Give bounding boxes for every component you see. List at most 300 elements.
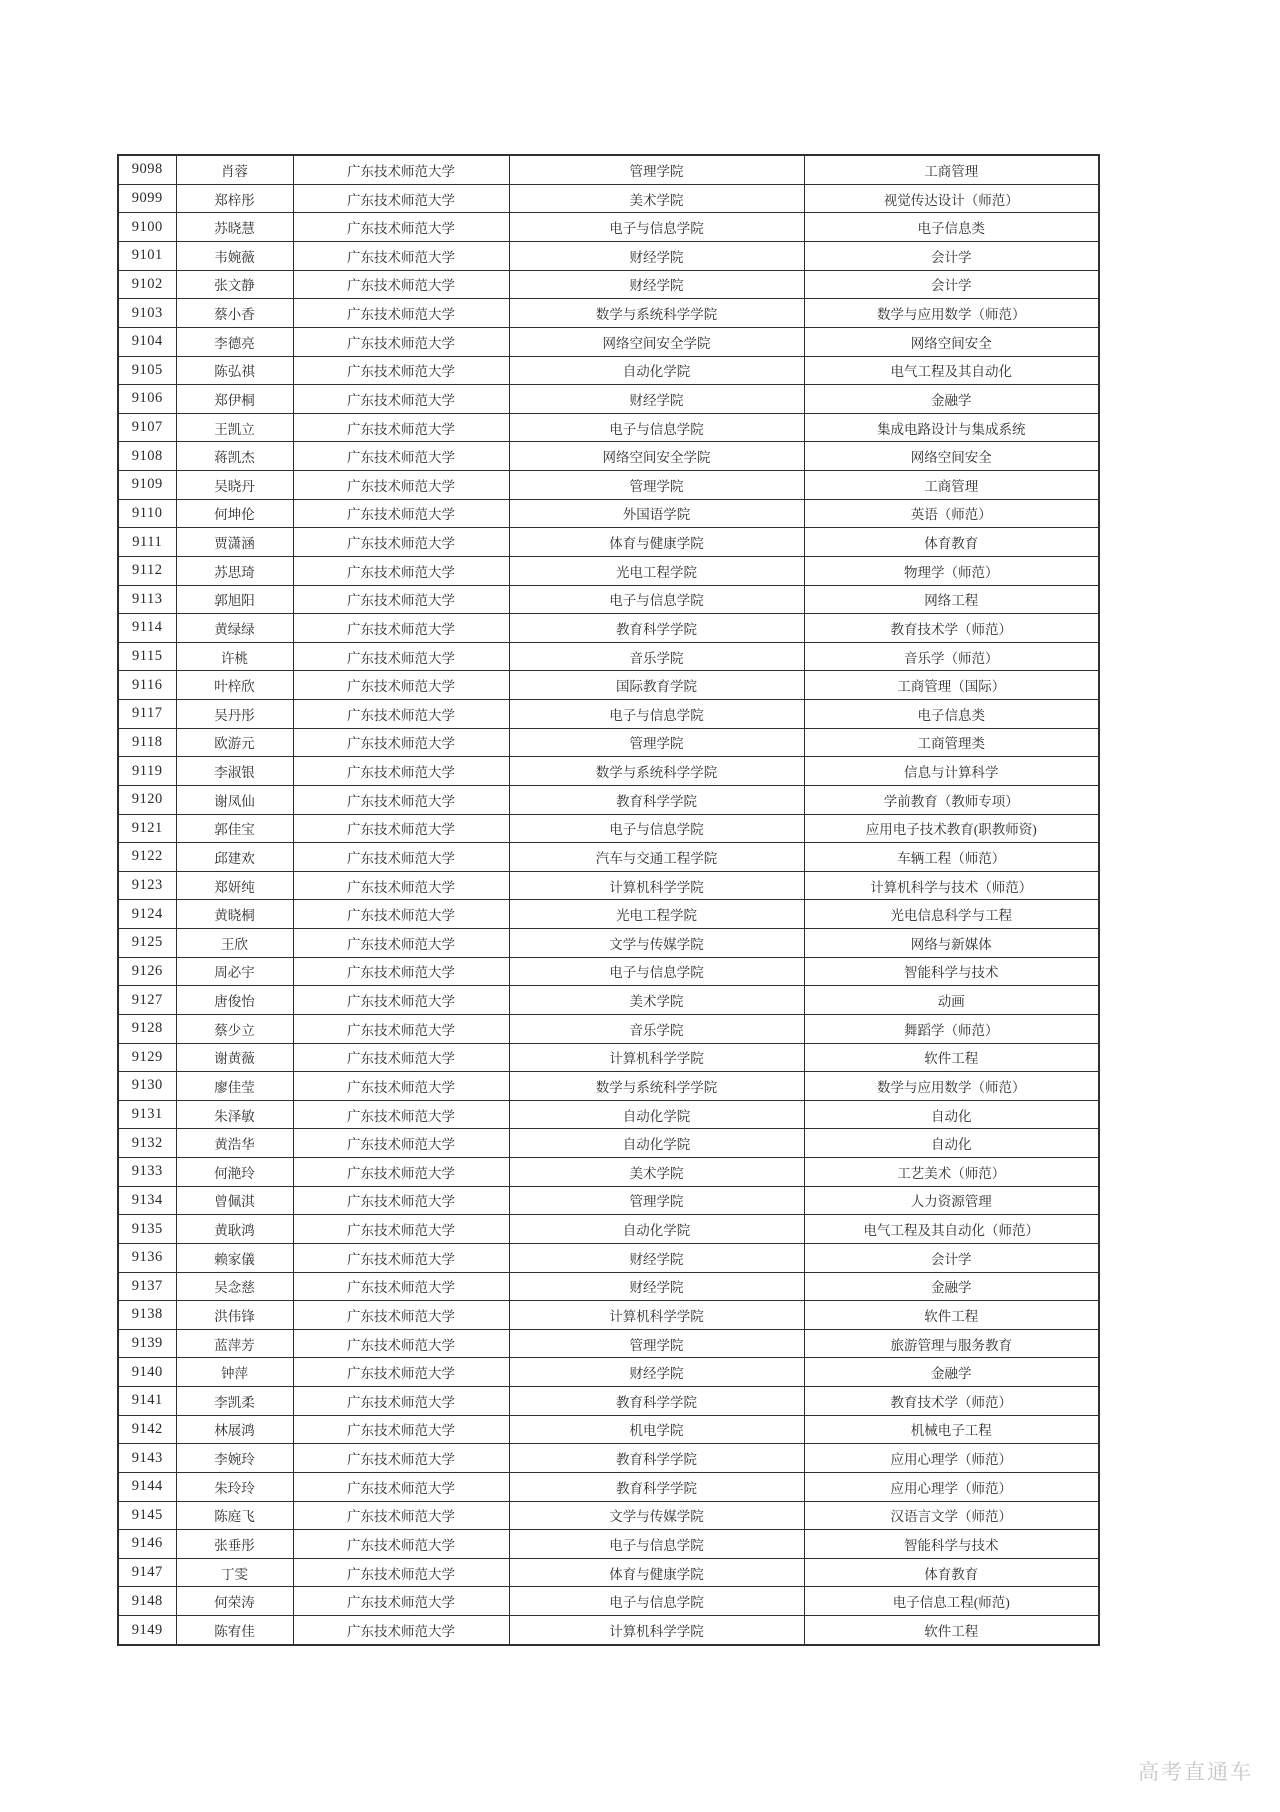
cell-id: 9128 [118,1014,176,1043]
cell-university: 广东技术师范大学 [293,1472,509,1501]
table-row [118,1043,1099,1072]
cell-major: 工艺美术（师范） [804,1158,1099,1187]
cell-college: 管理学院 [509,471,804,500]
cell-name: 张垂彤 [176,1530,293,1559]
table-row [118,270,1099,299]
cell-college: 计算机科学学院 [509,1616,804,1645]
cell-university: 广东技术师范大学 [293,871,509,900]
cell-id: 9131 [118,1100,176,1129]
table-row [118,1186,1099,1215]
cell-major: 网络空间安全 [804,327,1099,356]
cell-name: 陈宥佳 [176,1616,293,1645]
cell-id: 9114 [118,614,176,643]
cell-college: 光电工程学院 [509,556,804,585]
table-row [118,1472,1099,1501]
cell-id: 9111 [118,528,176,557]
table-row [118,1100,1099,1129]
cell-university: 广东技术师范大学 [293,1329,509,1358]
table-row [118,1444,1099,1473]
cell-id: 9103 [118,299,176,328]
cell-college: 财经学院 [509,1243,804,1272]
cell-id: 9125 [118,929,176,958]
cell-university: 广东技术师范大学 [293,528,509,557]
cell-name: 吴念慈 [176,1272,293,1301]
cell-college: 数学与系统科学学院 [509,299,804,328]
cell-college: 教育科学学院 [509,614,804,643]
cell-id: 9121 [118,814,176,843]
cell-college: 教育科学学院 [509,1444,804,1473]
cell-name: 廖佳莹 [176,1072,293,1101]
cell-name: 谢凤仙 [176,785,293,814]
cell-university: 广东技术师范大学 [293,785,509,814]
table-row [118,499,1099,528]
cell-university: 广东技术师范大学 [293,1272,509,1301]
cell-id: 9137 [118,1272,176,1301]
cell-major: 会计学 [804,242,1099,271]
cell-name: 钟萍 [176,1358,293,1387]
cell-name: 郭佳宝 [176,814,293,843]
cell-college: 教育科学学院 [509,785,804,814]
cell-university: 广东技术师范大学 [293,1043,509,1072]
table-row [118,1243,1099,1272]
cell-college: 数学与系统科学学院 [509,757,804,786]
cell-major: 旅游管理与服务教育 [804,1329,1099,1358]
cell-id: 9136 [118,1243,176,1272]
cell-name: 陈庭飞 [176,1501,293,1530]
table-row [118,184,1099,213]
cell-id: 9133 [118,1158,176,1187]
cell-college: 管理学院 [509,1186,804,1215]
cell-major: 信息与计算科学 [804,757,1099,786]
table-row [118,1558,1099,1587]
table-row [118,671,1099,700]
table-row [118,728,1099,757]
table-row [118,1415,1099,1444]
table-row [118,871,1099,900]
cell-university: 广东技术师范大学 [293,1587,509,1616]
cell-id: 9143 [118,1444,176,1473]
cell-college: 管理学院 [509,728,804,757]
table-row [118,642,1099,671]
table-row [118,1301,1099,1330]
cell-university: 广东技术师范大学 [293,671,509,700]
cell-university: 广东技术师范大学 [293,155,509,184]
cell-major: 电子信息类 [804,213,1099,242]
cell-university: 广东技术师范大学 [293,1501,509,1530]
cell-university: 广东技术师范大学 [293,614,509,643]
cell-name: 邱建欢 [176,843,293,872]
cell-major: 体育教育 [804,1558,1099,1587]
cell-id: 9107 [118,413,176,442]
cell-major: 工商管理 [804,155,1099,184]
cell-college: 电子与信息学院 [509,1530,804,1559]
cell-major: 音乐学（师范） [804,642,1099,671]
cell-major: 动画 [804,986,1099,1015]
cell-major: 数学与应用数学（师范） [804,299,1099,328]
cell-id: 9127 [118,986,176,1015]
cell-name: 谢黄薇 [176,1043,293,1072]
cell-college: 电子与信息学院 [509,957,804,986]
table-row [118,757,1099,786]
cell-university: 广东技术师范大学 [293,1444,509,1473]
cell-university: 广东技术师范大学 [293,1301,509,1330]
cell-major: 英语（师范） [804,499,1099,528]
table-row [118,1501,1099,1530]
cell-major: 智能科学与技术 [804,957,1099,986]
cell-college: 国际教育学院 [509,671,804,700]
watermark-text: 高考直通车 [1138,1761,1253,1784]
cell-name: 黄耿鸿 [176,1215,293,1244]
cell-college: 汽车与交通工程学院 [509,843,804,872]
cell-id: 9105 [118,356,176,385]
cell-college: 机电学院 [509,1415,804,1444]
cell-major: 电子信息类 [804,700,1099,729]
cell-id: 9130 [118,1072,176,1101]
cell-college: 电子与信息学院 [509,585,804,614]
cell-name: 李凯柔 [176,1387,293,1416]
cell-major: 工商管理（国际） [804,671,1099,700]
table-row [118,814,1099,843]
cell-university: 广东技术师范大学 [293,700,509,729]
cell-name: 丁雯 [176,1558,293,1587]
cell-college: 美术学院 [509,184,804,213]
cell-major: 汉语言文学（师范） [804,1501,1099,1530]
cell-college: 网络空间安全学院 [509,327,804,356]
cell-name: 郭旭阳 [176,585,293,614]
cell-name: 洪伟锋 [176,1301,293,1330]
cell-university: 广东技术师范大学 [293,213,509,242]
cell-name: 郑妍纯 [176,871,293,900]
cell-college: 文学与传媒学院 [509,1501,804,1530]
cell-name: 曾佩淇 [176,1186,293,1215]
cell-name: 周必宇 [176,957,293,986]
cell-college: 美术学院 [509,986,804,1015]
cell-university: 广东技术师范大学 [293,270,509,299]
cell-name: 蒋凯杰 [176,442,293,471]
table-row [118,413,1099,442]
cell-major: 电气工程及其自动化 [804,356,1099,385]
cell-major: 体育教育 [804,528,1099,557]
cell-name: 郑伊桐 [176,385,293,414]
cell-name: 李德亮 [176,327,293,356]
cell-id: 9104 [118,327,176,356]
cell-id: 9141 [118,1387,176,1416]
cell-name: 蔡小香 [176,299,293,328]
cell-id: 9145 [118,1501,176,1530]
table-row [118,700,1099,729]
cell-university: 广东技术师范大学 [293,356,509,385]
cell-university: 广东技术师范大学 [293,1358,509,1387]
table-row [118,242,1099,271]
cell-name: 苏晓慧 [176,213,293,242]
cell-id: 9113 [118,585,176,614]
cell-name: 李淑银 [176,757,293,786]
table-row [118,327,1099,356]
cell-university: 广东技术师范大学 [293,184,509,213]
table-row [118,957,1099,986]
cell-name: 黄绿绿 [176,614,293,643]
cell-major: 教育技术学（师范） [804,1387,1099,1416]
cell-id: 9144 [118,1472,176,1501]
cell-major: 网络工程 [804,585,1099,614]
cell-major: 自动化 [804,1100,1099,1129]
cell-college: 自动化学院 [509,1100,804,1129]
cell-university: 广东技术师范大学 [293,929,509,958]
cell-id: 9110 [118,499,176,528]
cell-college: 电子与信息学院 [509,814,804,843]
roster-table [117,154,1100,1646]
table-row [118,1616,1099,1645]
cell-id: 9147 [118,1558,176,1587]
cell-id: 9139 [118,1329,176,1358]
cell-id: 9099 [118,184,176,213]
cell-name: 苏思琦 [176,556,293,585]
cell-major: 网络与新媒体 [804,929,1099,958]
cell-university: 广东技术师范大学 [293,957,509,986]
cell-major: 电子信息工程(师范) [804,1587,1099,1616]
cell-major: 视觉传达设计（师范） [804,184,1099,213]
table-row [118,1072,1099,1101]
cell-major: 金融学 [804,1358,1099,1387]
cell-college: 文学与传媒学院 [509,929,804,958]
cell-major: 工商管理 [804,471,1099,500]
student-roster-table [117,154,1098,1646]
cell-id: 9135 [118,1215,176,1244]
cell-university: 广东技术师范大学 [293,1243,509,1272]
cell-college: 财经学院 [509,242,804,271]
cell-major: 车辆工程（师范） [804,843,1099,872]
cell-college: 管理学院 [509,155,804,184]
table-row [118,356,1099,385]
cell-college: 音乐学院 [509,1014,804,1043]
student-table-body [118,155,1099,1645]
cell-name: 叶梓欣 [176,671,293,700]
cell-university: 广东技术师范大学 [293,1072,509,1101]
cell-id: 9120 [118,785,176,814]
cell-id: 9122 [118,843,176,872]
cell-major: 会计学 [804,270,1099,299]
cell-university: 广东技术师范大学 [293,757,509,786]
cell-id: 9149 [118,1616,176,1645]
table-row [118,1358,1099,1387]
cell-college: 自动化学院 [509,356,804,385]
cell-college: 财经学院 [509,270,804,299]
cell-college: 财经学院 [509,1272,804,1301]
cell-major: 机械电子工程 [804,1415,1099,1444]
cell-name: 肖蓉 [176,155,293,184]
cell-university: 广东技术师范大学 [293,242,509,271]
cell-major: 会计学 [804,1243,1099,1272]
cell-university: 广东技术师范大学 [293,385,509,414]
table-row [118,843,1099,872]
cell-id: 9142 [118,1415,176,1444]
cell-university: 广东技术师范大学 [293,1014,509,1043]
cell-university: 广东技术师范大学 [293,1415,509,1444]
cell-id: 9132 [118,1129,176,1158]
table-row [118,900,1099,929]
cell-major: 集成电路设计与集成系统 [804,413,1099,442]
cell-major: 软件工程 [804,1301,1099,1330]
cell-name: 张文静 [176,270,293,299]
table-row [118,299,1099,328]
cell-college: 教育科学学院 [509,1472,804,1501]
cell-major: 人力资源管理 [804,1186,1099,1215]
cell-college: 电子与信息学院 [509,413,804,442]
cell-university: 广东技术师范大学 [293,1158,509,1187]
cell-college: 体育与健康学院 [509,1558,804,1587]
cell-university: 广东技术师范大学 [293,1100,509,1129]
cell-id: 9146 [118,1530,176,1559]
cell-college: 数学与系统科学学院 [509,1072,804,1101]
cell-id: 9124 [118,900,176,929]
cell-id: 9101 [118,242,176,271]
cell-id: 9134 [118,1186,176,1215]
cell-major: 物理学（师范） [804,556,1099,585]
cell-college: 财经学院 [509,1358,804,1387]
cell-major: 光电信息科学与工程 [804,900,1099,929]
cell-university: 广东技术师范大学 [293,1558,509,1587]
cell-id: 9115 [118,642,176,671]
table-row [118,1014,1099,1043]
cell-id: 9148 [118,1587,176,1616]
table-row [118,986,1099,1015]
table-row [118,614,1099,643]
cell-college: 网络空间安全学院 [509,442,804,471]
cell-major: 金融学 [804,385,1099,414]
cell-name: 何荣涛 [176,1587,293,1616]
cell-name: 朱玲玲 [176,1472,293,1501]
table-row [118,1387,1099,1416]
cell-college: 计算机科学学院 [509,1301,804,1330]
cell-university: 广东技术师范大学 [293,1186,509,1215]
cell-college: 财经学院 [509,385,804,414]
cell-university: 广东技术师范大学 [293,1129,509,1158]
cell-name: 王凯立 [176,413,293,442]
cell-id: 9118 [118,728,176,757]
cell-major: 软件工程 [804,1043,1099,1072]
cell-name: 吴晓丹 [176,471,293,500]
cell-id: 9112 [118,556,176,585]
cell-id: 9116 [118,671,176,700]
cell-university: 广东技术师范大学 [293,471,509,500]
cell-major: 软件工程 [804,1616,1099,1645]
cell-id: 9100 [118,213,176,242]
cell-name: 郑梓彤 [176,184,293,213]
cell-university: 广东技术师范大学 [293,1530,509,1559]
cell-university: 广东技术师范大学 [293,556,509,585]
table-row [118,528,1099,557]
cell-id: 9106 [118,385,176,414]
cell-university: 广东技术师范大学 [293,585,509,614]
cell-university: 广东技术师范大学 [293,900,509,929]
cell-id: 9098 [118,155,176,184]
cell-university: 广东技术师范大学 [293,1616,509,1645]
table-row [118,1158,1099,1187]
cell-name: 欧游元 [176,728,293,757]
cell-major: 计算机科学与技术（师范） [804,871,1099,900]
cell-university: 广东技术师范大学 [293,499,509,528]
table-row [118,585,1099,614]
cell-college: 电子与信息学院 [509,700,804,729]
cell-university: 广东技术师范大学 [293,986,509,1015]
table-row [118,556,1099,585]
cell-major: 舞蹈学（师范） [804,1014,1099,1043]
cell-name: 王欣 [176,929,293,958]
cell-id: 9117 [118,700,176,729]
cell-major: 学前教育（教师专项） [804,785,1099,814]
cell-name: 陈弘祺 [176,356,293,385]
cell-college: 光电工程学院 [509,900,804,929]
cell-name: 贾潇涵 [176,528,293,557]
cell-id: 9126 [118,957,176,986]
cell-university: 广东技术师范大学 [293,1387,509,1416]
cell-name: 林展鸿 [176,1415,293,1444]
cell-id: 9102 [118,270,176,299]
cell-name: 何滟玲 [176,1158,293,1187]
cell-college: 美术学院 [509,1158,804,1187]
cell-major: 工商管理类 [804,728,1099,757]
cell-id: 9138 [118,1301,176,1330]
cell-name: 韦婉薇 [176,242,293,271]
cell-college: 管理学院 [509,1329,804,1358]
table-row [118,1129,1099,1158]
cell-id: 9140 [118,1358,176,1387]
table-row [118,385,1099,414]
table-row [118,929,1099,958]
cell-name: 许桃 [176,642,293,671]
table-row [118,442,1099,471]
cell-university: 广东技术师范大学 [293,1215,509,1244]
cell-university: 广东技术师范大学 [293,413,509,442]
cell-university: 广东技术师范大学 [293,442,509,471]
table-row [118,1215,1099,1244]
table-row [118,471,1099,500]
cell-major: 应用心理学（师范） [804,1472,1099,1501]
cell-college: 外国语学院 [509,499,804,528]
cell-major: 金融学 [804,1272,1099,1301]
cell-college: 教育科学学院 [509,1387,804,1416]
table-row [118,213,1099,242]
cell-university: 广东技术师范大学 [293,299,509,328]
table-row [118,155,1099,184]
cell-name: 蓝萍芳 [176,1329,293,1358]
cell-major: 数学与应用数学（师范） [804,1072,1099,1101]
cell-university: 广东技术师范大学 [293,843,509,872]
table-row [118,1587,1099,1616]
cell-major: 电气工程及其自动化（师范） [804,1215,1099,1244]
cell-major: 教育技术学（师范） [804,614,1099,643]
cell-name: 赖家儀 [176,1243,293,1272]
cell-id: 9109 [118,471,176,500]
cell-major: 网络空间安全 [804,442,1099,471]
cell-name: 朱泽敏 [176,1100,293,1129]
cell-university: 广东技术师范大学 [293,728,509,757]
cell-major: 智能科学与技术 [804,1530,1099,1559]
table-row [118,1530,1099,1559]
cell-university: 广东技术师范大学 [293,642,509,671]
cell-name: 黄浩华 [176,1129,293,1158]
cell-major: 应用电子技术教育(职教师资) [804,814,1099,843]
cell-college: 自动化学院 [509,1129,804,1158]
cell-college: 体育与健康学院 [509,528,804,557]
cell-university: 广东技术师范大学 [293,327,509,356]
cell-id: 9119 [118,757,176,786]
cell-name: 黄晓桐 [176,900,293,929]
cell-id: 9129 [118,1043,176,1072]
cell-college: 计算机科学学院 [509,1043,804,1072]
table-row [118,1329,1099,1358]
cell-name: 李婉玲 [176,1444,293,1473]
